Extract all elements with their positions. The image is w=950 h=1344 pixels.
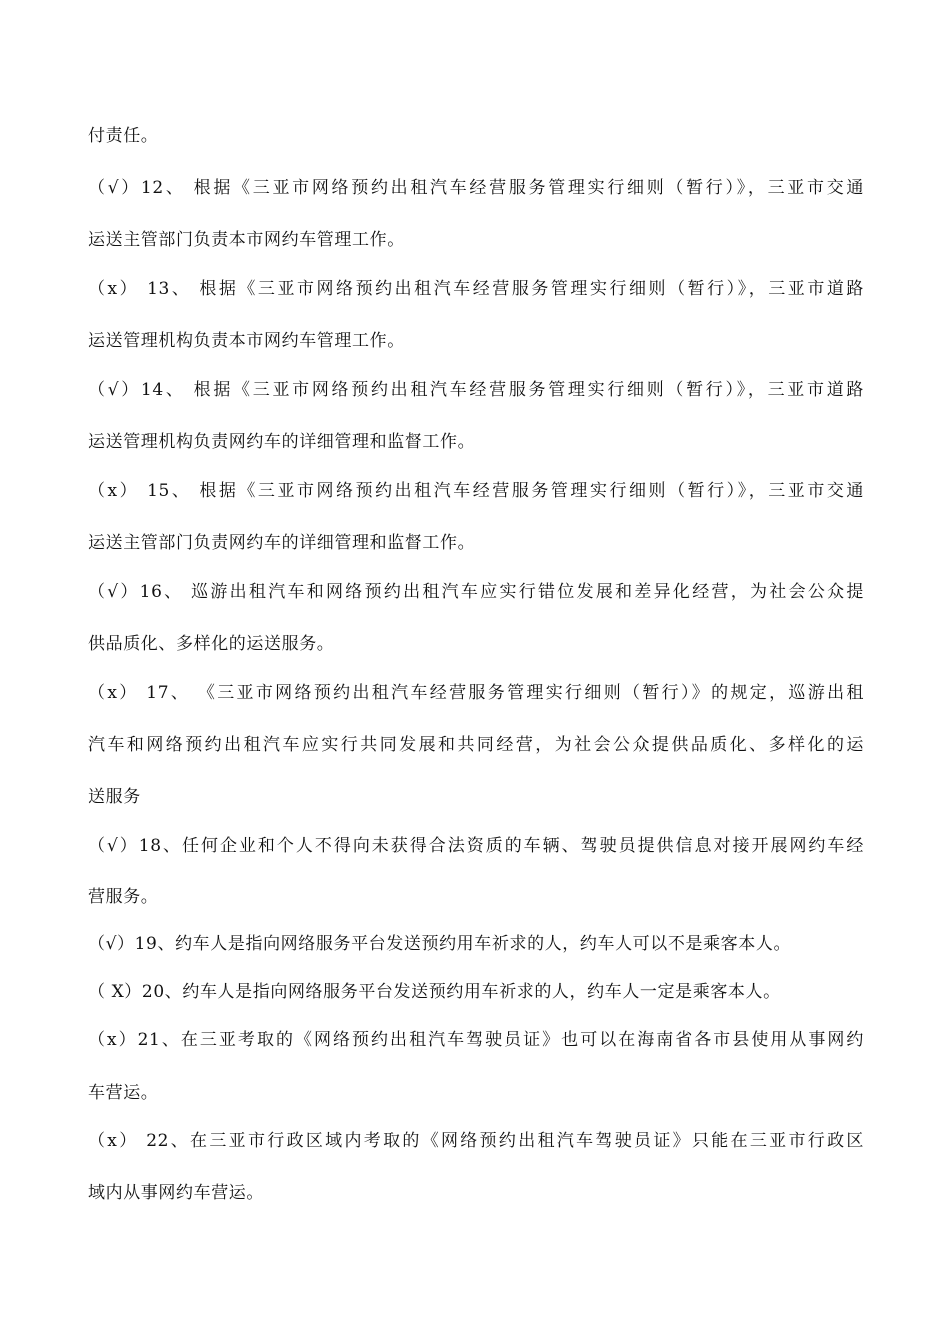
text-line: 付责任。: [88, 126, 159, 146]
text-line: 供品质化、多样化的运送服务。: [88, 634, 335, 654]
question-17: （x） 17、 《三亚市网络预约出租汽车经营服务管理实行细则（暂行）》的规定，巡游出租: [88, 683, 864, 703]
question-18: （√）18、任何企业和个人不得向未获得合法资质的车辆、驾驶员提供信息对接开展网约车经: [88, 836, 864, 856]
text-line: 运送管理机构负责网约车的详细管理和监督工作。: [88, 432, 476, 452]
text-line: 运送主管部门负责网约车的详细管理和监督工作。: [88, 533, 476, 553]
text-line: 营服务。: [88, 887, 159, 907]
question-13: （x） 13、 根据《三亚市网络预约出租汽车经营服务管理实行细则（暂行）》，三亚市道路: [88, 279, 864, 299]
question-20: （ X）20、约车人是指向网络服务平台发送预约用车祈求的人，约车人一定是乘客本人。: [88, 982, 781, 1002]
text-line: 运送管理机构负责本市网约车管理工作。: [88, 331, 405, 351]
question-14: （√）14、 根据《三亚市网络预约出租汽车经营服务管理实行细则（暂行）》，三亚市道路: [88, 380, 864, 400]
text-line: 域内从事网约车营运。: [88, 1183, 264, 1203]
text-line: 运送主管部门负责本市网约车管理工作。: [88, 230, 405, 250]
question-21: （x）21、在三亚考取的《网络预约出租汽车驾驶员证》也可以在海南省各市县使用从事网约: [88, 1030, 864, 1050]
question-15: （x） 15、 根据《三亚市网络预约出租汽车经营服务管理实行细则（暂行）》，三亚市交通: [88, 481, 864, 501]
text-line: 车营运。: [88, 1083, 159, 1103]
question-16: （√）16、 巡游出租汽车和网络预约出租汽车应实行错位发展和差异化经营，为社会公众提: [88, 582, 864, 602]
text-line: 汽车和网络预约出租汽车应实行共同发展和共同经营，为社会公众提供品质化、多样化的运: [88, 735, 864, 755]
question-22: （x） 22、在三亚市行政区域内考取的《网络预约出租汽车驾驶员证》只能在三亚市行政区: [88, 1131, 864, 1151]
question-19: （√）19、约车人是指向网络服务平台发送预约用车祈求的人，约车人可以不是乘客本人。: [88, 934, 792, 954]
question-12: （√）12、 根据《三亚市网络预约出租汽车经营服务管理实行细则（暂行）》，三亚市交通: [88, 178, 864, 198]
text-line: 送服务: [88, 787, 141, 807]
